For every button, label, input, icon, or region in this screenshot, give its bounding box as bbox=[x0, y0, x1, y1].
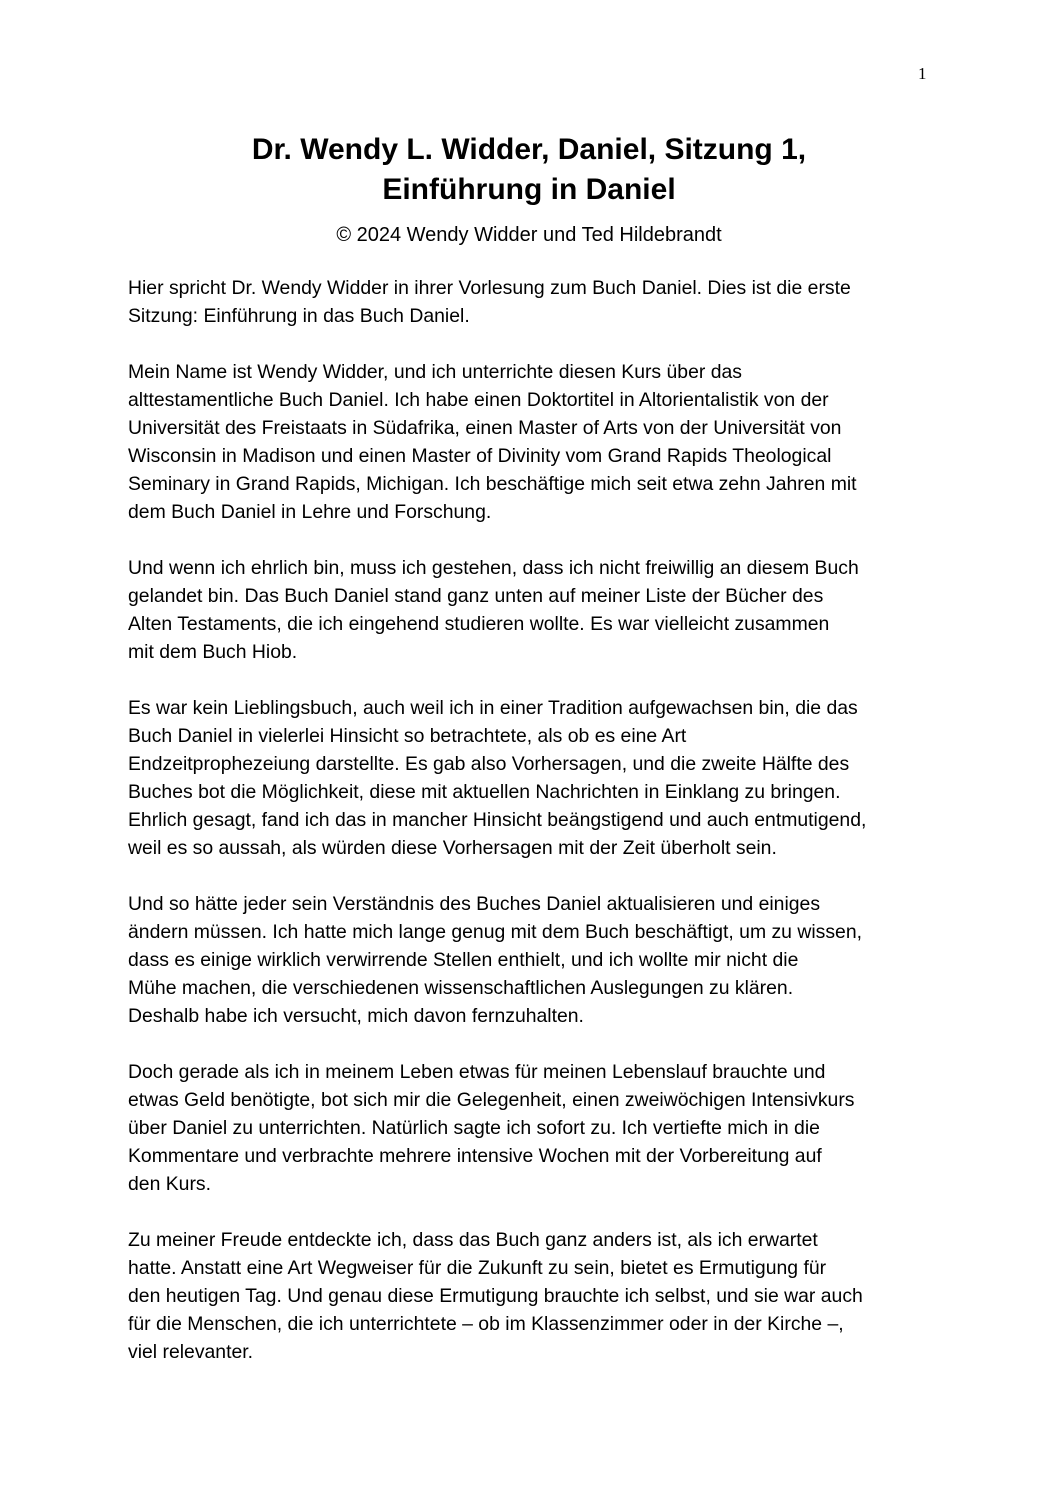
text-line: Zu meiner Freude entdeckte ich, dass das Buch ganz anders ist, als ich erwartet bbox=[128, 1229, 818, 1251]
text-line: Deshalb habe ich versucht, mich davon fernzuhalten. bbox=[128, 1005, 584, 1027]
title-line-1: Dr. Wendy L. Widder, Daniel, Sitzung 1, bbox=[251, 133, 807, 166]
text-line: Doch gerade als ich in meinem Leben etwas für meinen Lebenslauf brauchte und bbox=[128, 1061, 826, 1083]
paragraph bbox=[128, 554, 938, 666]
title-line-2: Einführung in Daniel bbox=[382, 173, 676, 206]
text-line: den heutigen Tag. Und genau diese Ermutigung brauchte ich selbst, und sie war auch bbox=[128, 1285, 863, 1307]
text-line: Wisconsin in Madison und einen Master of Divinity vom Grand Rapids Theological bbox=[128, 445, 832, 467]
text-line: alttestamentliche Buch Daniel. Ich habe einen Doktortitel in Altorientalistik von der bbox=[128, 389, 829, 411]
text-line: Ehrlich gesagt, fand ich das in mancher Hinsicht beängstigend und auch entmutigend, bbox=[128, 809, 867, 831]
text-line: Und so hätte jeder sein Verständnis des Buches Daniel aktualisieren und einiges bbox=[128, 893, 821, 915]
text-line: Buch Daniel in vielerlei Hinsicht so betrachtete, als ob es eine Art bbox=[128, 725, 687, 747]
text-line: Universität des Freistaats in Südafrika, einen Master of Arts von der Universität von bbox=[128, 417, 842, 439]
document-title bbox=[0, 130, 1058, 210]
text-line: Und wenn ich ehrlich bin, muss ich gestehen, dass ich nicht freiwillig an diesem Buch bbox=[128, 557, 859, 579]
text-line: Sitzung: Einführung in das Buch Daniel. bbox=[128, 305, 470, 327]
paragraph bbox=[128, 358, 938, 526]
text-line: Es war kein Lieblingsbuch, auch weil ich in einer Tradition aufgewachsen bin, die das bbox=[128, 697, 858, 719]
text-line: dem Buch Daniel in Lehre und Forschung. bbox=[128, 501, 492, 523]
text-line: weil es so aussah, als würden diese Vorhersagen mit der Zeit überholt sein. bbox=[128, 837, 777, 859]
text-line: etwas Geld benötigte, bot sich mir die Gelegenheit, einen zweiwöchigen Intensivkurs bbox=[128, 1089, 855, 1111]
text-line: viel relevanter. bbox=[128, 1341, 254, 1363]
text-line: Alten Testaments, die ich eingehend studieren wollte. Es war vielleicht zusammen bbox=[128, 613, 830, 635]
text-line: hatte. Anstatt eine Art Wegweiser für die Zukunft zu sein, bietet es Ermutigung für bbox=[128, 1257, 827, 1279]
paragraph bbox=[128, 890, 938, 1030]
text-line: den Kurs. bbox=[128, 1173, 211, 1195]
paragraph bbox=[128, 1058, 938, 1198]
text-line: Buches bot die Möglichkeit, diese mit aktuellen Nachrichten in Einklang zu bringen. bbox=[128, 781, 841, 803]
page-number: 1 bbox=[918, 64, 927, 83]
text-line: dass es einige wirklich verwirrende Stellen enthielt, und ich wollte mir nicht die bbox=[128, 949, 799, 971]
paragraph bbox=[128, 694, 938, 862]
paragraph bbox=[128, 274, 938, 330]
text-line: mit dem Buch Hiob. bbox=[128, 641, 298, 663]
paragraph bbox=[128, 1226, 938, 1366]
text-line: Endzeitprophezeiung darstellte. Es gab also Vorhersagen, und die zweite Hälfte des bbox=[128, 753, 850, 775]
text-line: Mein Name ist Wendy Widder, und ich unterrichte diesen Kurs über das bbox=[128, 361, 742, 383]
copyright-notice: © 2024 Wendy Widder und Ted Hildebrandt bbox=[336, 224, 722, 246]
text-line: ändern müssen. Ich hatte mich lange genug mit dem Buch beschäftigt, um zu wissen, bbox=[128, 921, 863, 943]
text-line: Kommentare und verbrachte mehrere intensive Wochen mit der Vorbereitung auf bbox=[128, 1145, 822, 1167]
text-line: Mühe machen, die verschiedenen wissenschaftlichen Auslegungen zu klären. bbox=[128, 977, 794, 999]
document-body bbox=[128, 274, 938, 1394]
text-line: Seminary in Grand Rapids, Michigan. Ich beschäftige mich seit etwa zehn Jahren mit bbox=[128, 473, 857, 495]
text-line: gelandet bin. Das Buch Daniel stand ganz unten auf meiner Liste der Bücher des bbox=[128, 585, 824, 607]
text-line: über Daniel zu unterrichten. Natürlich sagte ich sofort zu. Ich vertiefte mich in die bbox=[128, 1117, 820, 1139]
text-line: für die Menschen, die ich unterrichtete – ob im Klassenzimmer oder in der Kirche –, bbox=[128, 1313, 844, 1335]
text-line: Hier spricht Dr. Wendy Widder in ihrer Vorlesung zum Buch Daniel. Dies ist die erste bbox=[128, 277, 851, 299]
